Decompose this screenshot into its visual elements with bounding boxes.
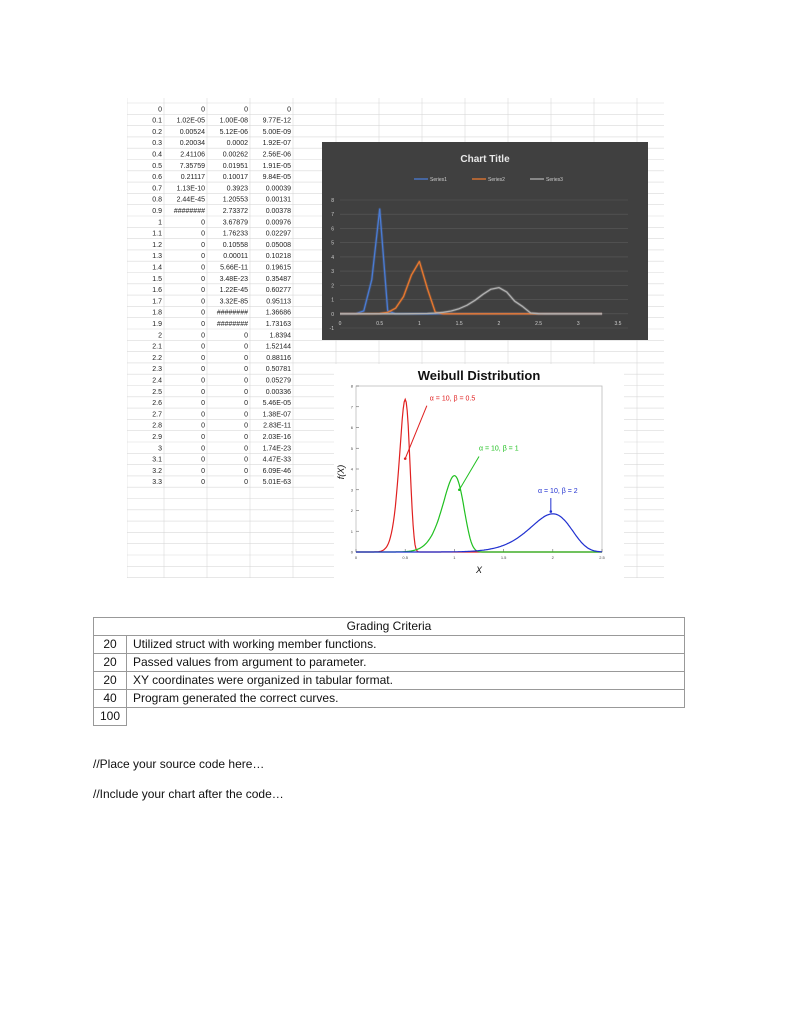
sheet-cell: 1.36686 [265,309,291,317]
sheet-cell: 0 [201,332,205,340]
weibull-background [334,364,624,579]
sheet-cell: 3 [158,445,162,453]
sheet-cell: 2.5 [152,388,162,396]
grading-row [94,654,685,672]
sheet-cell: 2.2 [152,354,162,362]
legend-label: Series2 [488,177,505,183]
sheet-cell: 2.8 [152,422,162,430]
sheet-cell: 0 [201,343,205,351]
sheet-cell: 9.77E-12 [262,117,291,125]
sheet-cell: 0 [201,479,205,487]
sheet-cell: 1.38E-07 [262,411,291,419]
legend-label: Series3 [546,177,563,183]
grading-title: Grading Criteria [94,618,685,636]
sheet-cell: 0 [244,400,248,408]
sheet-cell: 0.8 [152,196,162,204]
grading-header-row [94,618,685,636]
sheet-cell: 3.3 [152,479,162,487]
sheet-cell: 0 [201,253,205,261]
empty-cell [127,708,685,726]
sheet-cell: 0 [201,309,205,317]
x-tick-label: 2 [551,555,554,560]
sheet-cell: 2.03E-16 [262,434,291,441]
grading-total-row [94,708,685,726]
sheet-cell: 1.2 [152,241,162,249]
grading-row [94,636,685,654]
excel-line-chart [322,142,648,340]
y-tick-label: 6 [331,226,334,233]
sheet-cell: 0 [201,264,205,272]
sheet-cell: 7.35759 [179,162,205,170]
annotation-arrowhead [550,510,553,513]
sheet-cell: 0 [244,479,248,487]
sheet-cell: 0.00262 [222,151,248,159]
sheet-cell: 0.4 [152,151,162,159]
sheet-cell: 0.00131 [265,196,291,204]
sheet-cell: 0 [201,106,205,114]
grading-criterion: Passed values from argument to parameter. [127,654,685,672]
sheet-cell: 0 [201,434,205,441]
sheet-cell: 0.2 [152,128,162,136]
sheet-cell: 2.73372 [222,208,248,215]
sheet-cell: 5.66E-11 [220,264,248,272]
sheet-cell: 1.8394 [269,332,291,340]
sheet-cell: 3.32E-85 [219,298,248,306]
sheet-cell: 0 [244,366,248,374]
sheet-cell: 0.00976 [265,219,291,227]
y-tick-label: 0 [350,549,353,555]
sheet-cell: 2.9 [152,434,162,441]
sheet-cell: 2.1 [152,343,162,351]
sheet-cell: 0 [201,354,205,362]
grading-total: 100 [94,708,127,726]
sheet-cell: 0.88116 [266,354,291,362]
sheet-cell: 0.35487 [265,275,291,283]
sheet-cell: 1 [158,219,162,227]
grading-points: 40 [94,690,127,708]
chart-title: Chart Title [460,154,510,165]
sheet-cell: 0.20034 [179,140,205,148]
sheet-cell: 0.00378 [265,208,291,215]
sheet-cell: 0 [244,445,248,453]
y-tick-label: 8 [331,198,334,204]
sheet-cell: 1.3 [152,253,162,261]
sheet-cell: 1.73163 [265,321,291,328]
y-tick-label: 0 [331,311,334,318]
sheet-cell: 2.83E-11 [263,422,291,430]
sheet-cell: 4.47E-33 [262,456,291,464]
sheet-cell: 0 [244,434,248,441]
sheet-cell: 0 [244,332,248,340]
x-tick-label: 1 [453,555,456,560]
sheet-cell: 0 [244,343,248,351]
sheet-cell: 1.52144 [265,343,291,351]
grading-criterion: Program generated the correct curves. [127,690,685,708]
sheet-cell: 0 [201,422,205,430]
y-tick-label: 3 [350,487,353,493]
sheet-cell: 2.44E-45 [176,196,205,204]
sheet-cell: 0 [201,366,205,374]
weibull-xlabel: X [475,565,483,575]
sheet-cell: 1.4 [152,264,162,272]
sheet-cell: 0.01951 [222,162,248,170]
sheet-cell: 0.95113 [266,298,291,306]
sheet-cell: 0 [201,400,205,408]
sheet-cell: 1.5 [152,275,162,283]
sheet-cell: 0 [201,321,205,328]
y-tick-label: 2 [331,283,334,290]
sheet-cell: 1.9 [152,321,162,328]
sheet-cell: 0.60277 [265,287,291,295]
sheet-cell: 5.12E-06 [219,128,248,136]
grading-criteria-table [93,617,685,726]
x-tick-label: 0.5 [402,555,408,560]
sheet-cell: 1.8 [152,309,162,317]
sheet-cell: 0 [244,467,248,475]
annotation-label: α = 10, β = 2 [538,487,578,495]
y-tick-label: 5 [350,445,353,451]
sheet-cell: 5.01E-63 [262,479,291,487]
sheet-cell: 0 [201,275,205,283]
sheet-cell: 3.1 [152,456,162,464]
sheet-cell: 0.10218 [265,253,291,261]
sheet-cell: 0.9 [152,208,162,215]
sheet-cell: 0 [201,388,205,396]
x-tick-label: 0 [354,555,358,560]
sheet-cell: 0.00011 [223,253,248,261]
sheet-cells [152,106,291,486]
sheet-cell: 0.00039 [265,185,291,193]
sheet-cell: 0 [201,298,205,306]
sheet-cell: 3.67879 [222,219,248,227]
x-tick-label: 3.5 [614,320,622,327]
y-tick-label: 4 [331,254,334,261]
y-tick-label: 7 [350,404,353,410]
legend-label: Series1 [430,177,447,183]
sheet-cell: 0.10017 [222,174,248,182]
sheet-cell: 5.46E-05 [262,400,291,408]
sheet-cell: 0.6 [152,174,162,182]
sheet-cell: 0 [201,467,205,475]
x-tick-label: 2.5 [599,555,605,560]
sheet-cell: 1.02E-05 [176,117,205,125]
sheet-cell: 1.7 [152,298,162,306]
sheet-cell: 0 [201,230,205,238]
y-tick-label: 7 [331,212,334,219]
annotation-label: α = 10, β = 1 [479,445,519,453]
sheet-cell: 0.0002 [226,140,248,148]
y-tick-label: 1 [350,528,353,534]
sheet-cell: 0.3923 [226,185,248,193]
sheet-cell: 3.48E-23 [219,275,248,283]
source-code-note: //Place your source code here… [93,757,265,771]
annotation-label: α = 10, β = 0.5 [429,395,476,403]
sheet-cell: 0.3 [152,140,162,148]
sheet-cell: 0 [201,445,205,453]
sheet-cell: 0.19615 [265,264,291,272]
sheet-cell: 2.56E-06 [262,151,291,159]
x-tick-label: 2 [497,320,501,327]
sheet-cell: 1.6 [152,287,162,295]
sheet-cell: 0 [201,456,205,464]
y-tick-label: -1 [329,326,334,332]
sheet-cell: 1.22E-45 [219,287,248,295]
spreadsheet-screenshot [127,98,664,578]
sheet-cell: 1.13E-10 [176,185,205,193]
sheet-cell: 0 [244,106,248,114]
sheet-cell: 0.5 [152,162,162,170]
grading-row [94,690,685,708]
sheet-cell: 0 [201,241,205,249]
sheet-cell: ######## [216,309,248,317]
chart-background [322,142,648,340]
grading-points: 20 [94,672,127,690]
sheet-cell: 0.21117 [180,174,205,182]
sheet-cell: 0.00524 [179,128,205,136]
y-tick-label: 8 [350,383,353,389]
grading-points: 20 [94,654,127,672]
sheet-cell: 0 [201,287,205,295]
sheet-cell: 0 [244,422,248,430]
x-tick-label: 1.5 [455,320,463,327]
sheet-cell: 1.76233 [222,230,248,238]
sheet-cell: 0 [244,456,248,464]
sheet-cell: 0 [201,377,205,385]
x-tick-label: 3 [576,320,580,327]
sheet-cell: 3.2 [152,467,162,475]
sheet-cell: 0.10558 [222,241,248,249]
sheet-cell: ######## [216,321,248,328]
grading-row [94,672,685,690]
sheet-cell: ######## [173,208,205,215]
sheet-cell: 2.4 [152,377,162,385]
y-tick-label: 4 [350,466,353,472]
grading-criterion: Utilized struct with working member functions. [127,636,685,654]
x-tick-label: 1 [418,320,421,327]
sheet-cell: 5.00E-09 [262,128,291,136]
chart-note: //Include your chart after the code… [93,787,284,801]
sheet-cell: 0.1 [152,117,162,125]
x-tick-label: 0 [338,320,342,327]
weibull-ylabel: f(X) [336,464,346,480]
sheet-cell: 0.7 [152,185,162,193]
weibull-title: Weibull Distribution [417,368,541,383]
sheet-cell: 9.84E-05 [262,174,291,182]
sheet-cell: 0 [244,411,248,419]
sheet-cell: 0 [244,377,248,385]
sheet-cell: 2.6 [152,400,162,408]
y-tick-label: 1 [331,297,334,304]
sheet-cell: 0 [158,106,162,114]
weibull-chart [334,364,624,579]
sheet-cell: 0.50781 [265,366,291,374]
sheet-cell: 2.3 [152,366,162,374]
sheet-cell: 0 [201,411,205,419]
y-tick-label: 5 [331,240,334,247]
annotation-arrowhead [458,488,461,491]
sheet-cell: 1.00E-08 [219,117,248,125]
x-tick-label: 0.5 [376,320,384,327]
y-tick-label: 2 [350,508,353,513]
y-tick-label: 3 [331,269,334,276]
sheet-cell: 0 [244,388,248,396]
x-tick-label: 2.5 [535,320,543,327]
x-tick-label: 1.5 [500,555,507,560]
sheet-cell: 0.05279 [265,377,291,385]
sheet-cell: 2.7 [152,411,162,419]
annotation-arrowhead [404,457,407,460]
sheet-cell: 1.20553 [222,196,248,204]
sheet-cell: 0 [244,354,248,362]
sheet-cell: 0 [201,219,205,227]
sheet-cell: 1.74E-23 [262,445,291,453]
sheet-cell: 6.09E-46 [262,467,291,475]
sheet-cell: 0.00336 [265,388,291,396]
grading-criterion: XY coordinates were organized in tabular format. [127,672,685,690]
sheet-cell: 0 [287,106,291,114]
sheet-cell: 1.92E-07 [262,140,291,148]
sheet-cell: 2.41106 [180,151,205,159]
sheet-cell: 1.91E-05 [262,162,291,170]
grading-points: 20 [94,636,127,654]
y-tick-label: 6 [350,425,353,430]
sheet-cell: 2 [158,332,162,340]
sheet-cell: 0.05008 [265,241,291,249]
sheet-cell: 0.02297 [265,230,291,238]
sheet-cell: 1.1 [152,230,162,238]
